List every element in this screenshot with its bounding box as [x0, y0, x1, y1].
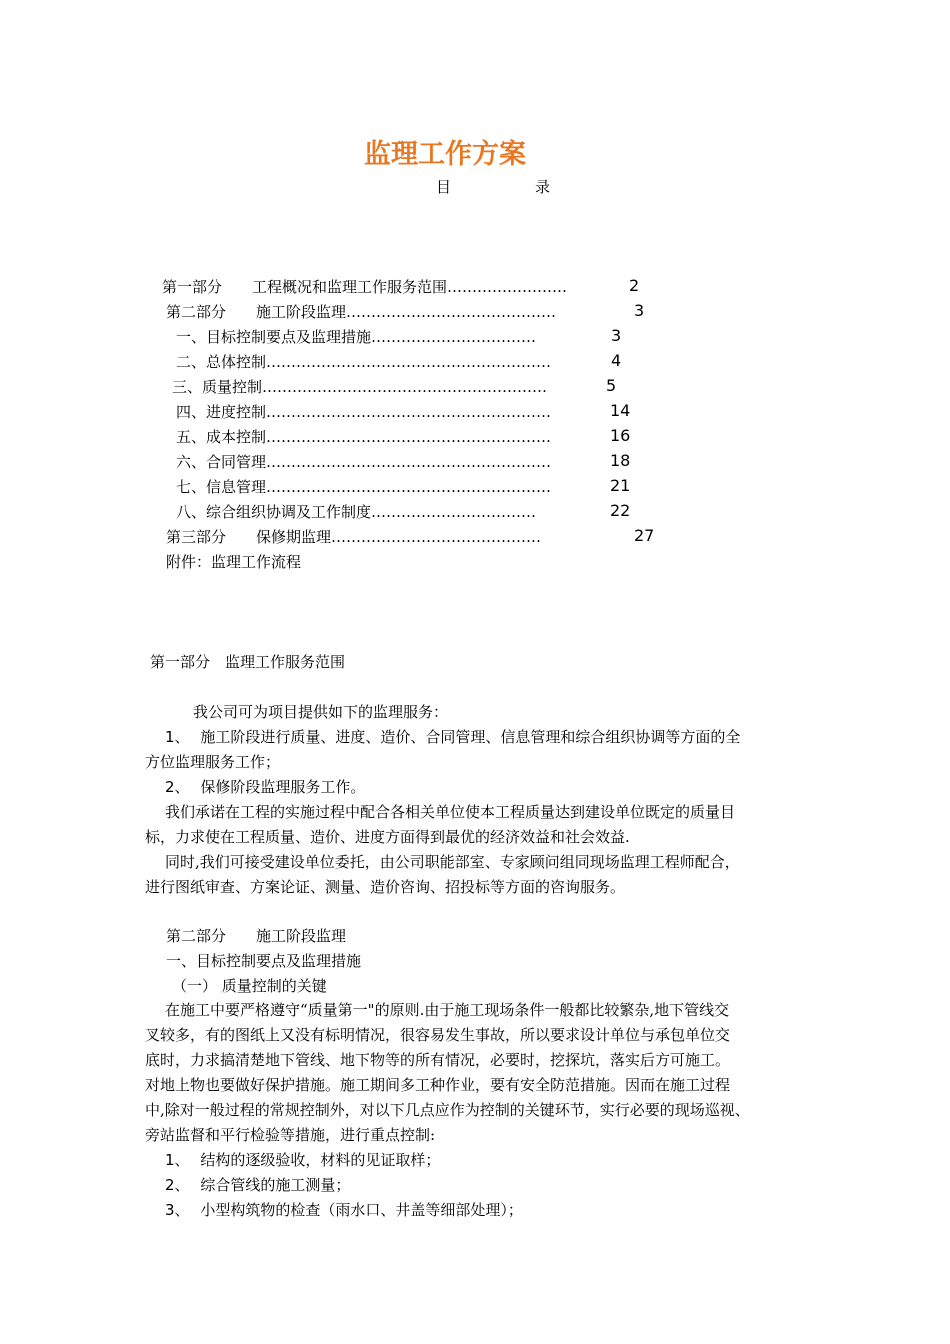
list-item-text: 保修阶段监理服务工作。: [200, 778, 366, 796]
toc-entry-label: 四、进度控制…………………………………………………: [176, 403, 552, 421]
paragraph-line: 同时,我们可接受建设单位委托，由公司职能部室、专家顾问组同现场监理工程师配合，: [165, 853, 740, 871]
toc-entry-page: 16: [610, 426, 631, 445]
list-item: [165, 1199, 523, 1220]
toc-entry-label: 五、成本控制…………………………………………………: [176, 428, 552, 446]
toc-heading-right: 录: [535, 178, 551, 196]
toc-entry-label: 七、信息管理…………………………………………………: [176, 478, 552, 496]
toc-entry: [176, 326, 622, 347]
list-item-text: 施工阶段进行质量、进度、造价、合同管理、信息管理和综合组织协调等方面的全: [200, 728, 741, 746]
toc-entry-label: 第二部分 施工阶段监理……………………………………: [166, 303, 557, 321]
list-item-number: 3、: [165, 1201, 190, 1219]
toc-entry: [172, 376, 617, 397]
list-item: [165, 1149, 440, 1170]
toc-entry-page: 4: [611, 351, 622, 370]
toc-entry: [166, 301, 645, 322]
toc-entry-label: 第一部分 工程概况和监理工作服务范围……………………: [162, 278, 568, 296]
toc-entry-label: 三、质量控制…………………………………………………: [172, 378, 548, 396]
toc-entry-page: 21: [610, 476, 631, 495]
toc-entry: [176, 401, 631, 422]
toc-entry-label: 第三部分 保修期监理……………………………………: [166, 528, 542, 546]
list-item-number: 1、: [165, 728, 190, 746]
toc-entry-label: 八、综合组织协调及工作制度……………………………: [176, 503, 537, 521]
section-heading: 一、目标控制要点及监理措施: [166, 952, 362, 970]
toc-entry-page: 2: [629, 276, 640, 295]
paragraph-line: 标，力求使在工程质量、造价、进度方面得到最优的经济效益和社会效益.: [145, 828, 630, 846]
part1-heading: 第一部分 监理工作服务范围: [150, 653, 346, 671]
paragraph-line: 旁站监督和平行检验等措施，进行重点控制:: [145, 1126, 436, 1144]
toc-entry: [176, 501, 631, 522]
toc-entry: [176, 426, 631, 447]
paragraph-line: 中,除对一般过程的常规控制外，对以下几点应作为控制的关键环节，实行必要的现场巡视、: [145, 1101, 750, 1119]
toc-entry: [176, 451, 631, 472]
toc-entry: [162, 276, 640, 297]
list-item: [165, 1174, 350, 1195]
toc-entry: [176, 476, 631, 497]
toc-entry-page: 5: [606, 376, 617, 395]
toc-entry-page: 3: [634, 301, 645, 320]
list-item-number: 2、: [165, 778, 190, 796]
toc-entry: [166, 551, 301, 572]
toc-entry-page: 27: [634, 526, 655, 545]
toc-entry-page: 3: [611, 326, 622, 345]
toc-heading-left: 目: [436, 178, 452, 196]
toc-entry-label: 二、总体控制…………………………………………………: [176, 353, 552, 371]
toc-entry-label: 六、合同管理…………………………………………………: [176, 453, 552, 471]
part2-heading: 第二部分 施工阶段监理: [166, 927, 347, 945]
paragraph-line: 对地上物也要做好保护措施。施工期间多工种作业，要有安全防范措施。因而在施工过程: [145, 1076, 731, 1094]
list-item-text: 综合管线的施工测量；: [200, 1176, 351, 1194]
toc-entry-page: 14: [610, 401, 631, 420]
paragraph-line: 我们承诺在工程的实施过程中配合各相关单位使本工程质量达到建设单位既定的质量目: [165, 803, 736, 821]
toc-entry-page: 22: [610, 501, 631, 520]
list-item-text: 小型构筑物的检查（雨水口、井盖等细部处理）；: [200, 1201, 523, 1219]
paragraph-line: 叉较多，有的图纸上又没有标明情况，很容易发生事故，所以要求设计单位与承包单位交: [145, 1026, 731, 1044]
paragraph-line: 在施工中要严格遵守“质量第一"的原则.由于施工现场条件一般都比较繁杂,地下管线交: [165, 1001, 730, 1019]
list-item-number: 2、: [165, 1176, 190, 1194]
subsection-heading: （一） 质量控制的关键: [172, 977, 327, 995]
paragraph-line: 底时，力求搞清楚地下管线、地下物等的所有情况，必要时，挖探坑，落实后方可施工。: [145, 1051, 731, 1069]
part1-intro: 我公司可为项目提供如下的监理服务：: [193, 703, 449, 721]
list-item-number: 1、: [165, 1151, 190, 1169]
toc-entry-page: 18: [610, 451, 631, 470]
paragraph-line: 进行图纸审查、方案论证、测量、造价咨询、招投标等方面的咨询服务。: [145, 878, 626, 896]
list-item: [165, 776, 365, 797]
document-title: 监理工作方案: [364, 139, 526, 170]
toc-entry: [166, 526, 655, 547]
toc-entry: [176, 351, 622, 372]
toc-entry-label: 一、目标控制要点及监理措施……………………………: [176, 328, 537, 346]
list-item-text: 结构的逐级验收，材料的见证取样；: [200, 1151, 441, 1169]
paragraph-line: 方位监理服务工作；: [145, 753, 281, 771]
toc-entry-label: 附件：监理工作流程: [166, 553, 302, 571]
list-item: [165, 726, 740, 747]
